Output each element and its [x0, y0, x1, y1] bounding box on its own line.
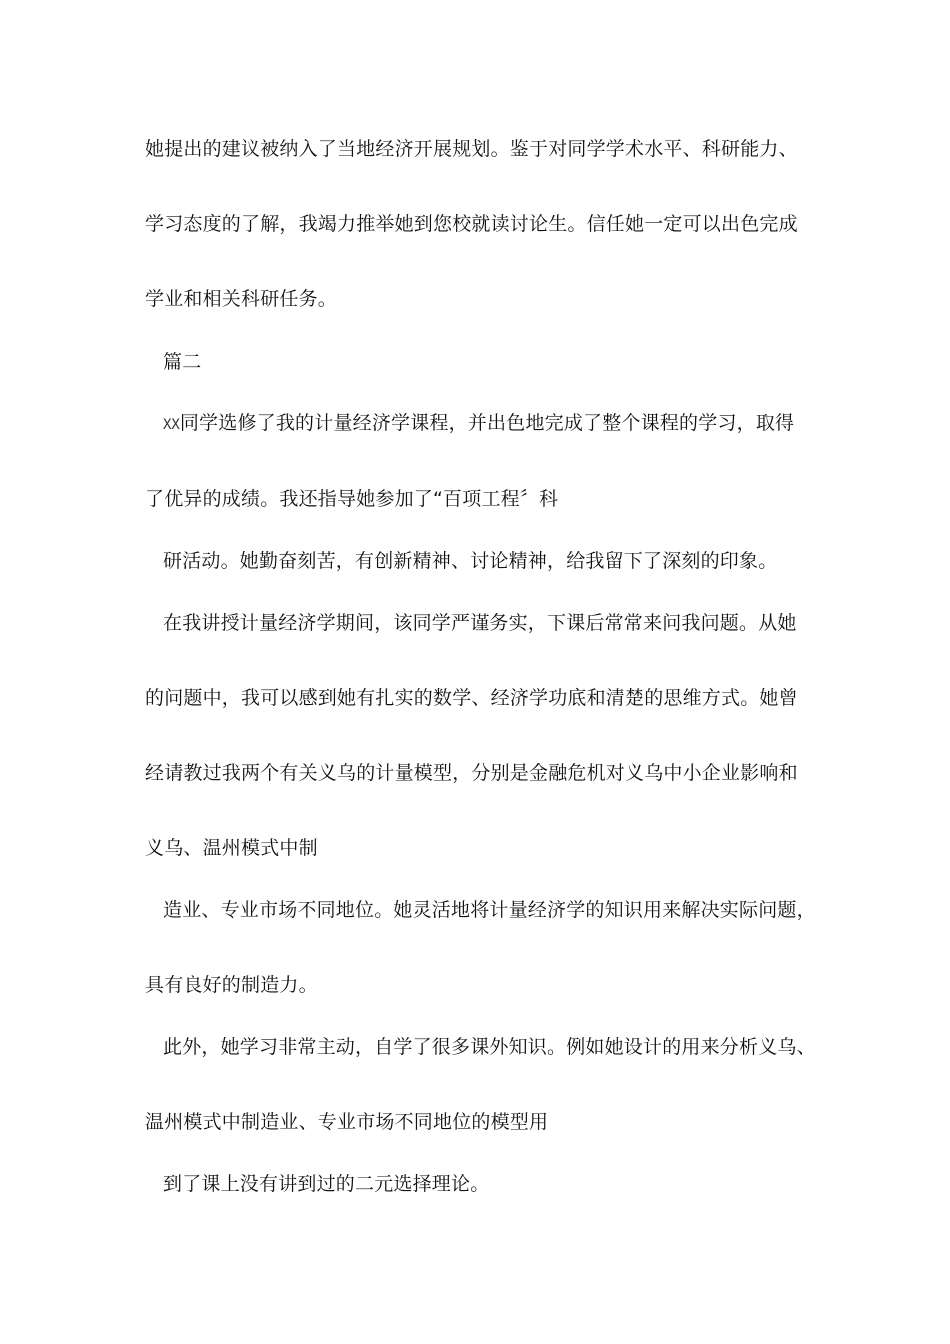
- text-line-13: 具有良好的制造力。: [145, 974, 318, 996]
- text-line-8: 在我讲授计量经济学期间，该同学严谨务实，下课后常常来问我问题。从她: [163, 612, 797, 634]
- section-heading: 篇二: [163, 351, 202, 373]
- placeholder-name: XX: [163, 417, 180, 433]
- text-line-3: 学业和相关科研任务。: [145, 288, 338, 310]
- text-line-16: 到了课上没有讲到过的二元选择理论。: [163, 1173, 490, 1195]
- text-line-6: 了优异的成绩。我还指导她参加了“百项工程〞科: [145, 488, 559, 510]
- text-line-2: 学习态度的了解，我竭力推举她到您校就读讨论生。信任她一定可以出色完成: [145, 213, 798, 235]
- text-line-14: 此外，她学习非常主动，自学了很多课外知识。例如她设计的用来分析义乌、: [163, 1036, 816, 1058]
- text-line-10: 经请教过我两个有关义乌的计量模型，分别是金融危机对义乌中小企业影响和: [145, 762, 798, 784]
- text-line-9: 的问题中，我可以感到她有扎实的数学、经济学功底和清楚的思维方式。她曾: [145, 687, 798, 709]
- text-line-7: 研活动。她勤奋刻苦，有创新精神、讨论精神，给我留下了深刻的印象。: [163, 550, 778, 572]
- text-line-11: 义乌、温州模式中制: [145, 837, 318, 859]
- text-line-5-body: 同学选修了我的计量经济学课程，并出色地完成了整个课程的学习，取得: [179, 412, 795, 434]
- text-line-1: 她提出的建议被纳入了当地经济开展规划。鉴于对同学学术水平、科研能力、: [145, 138, 798, 160]
- text-line-5: [163, 411, 794, 437]
- text-line-12: 造业、专业市场不同地位。她灵活地将计量经济学的知识用来解决实际问题，: [163, 899, 816, 921]
- text-line-15: 温州模式中制造业、专业市场不同地位的模型用: [145, 1111, 549, 1133]
